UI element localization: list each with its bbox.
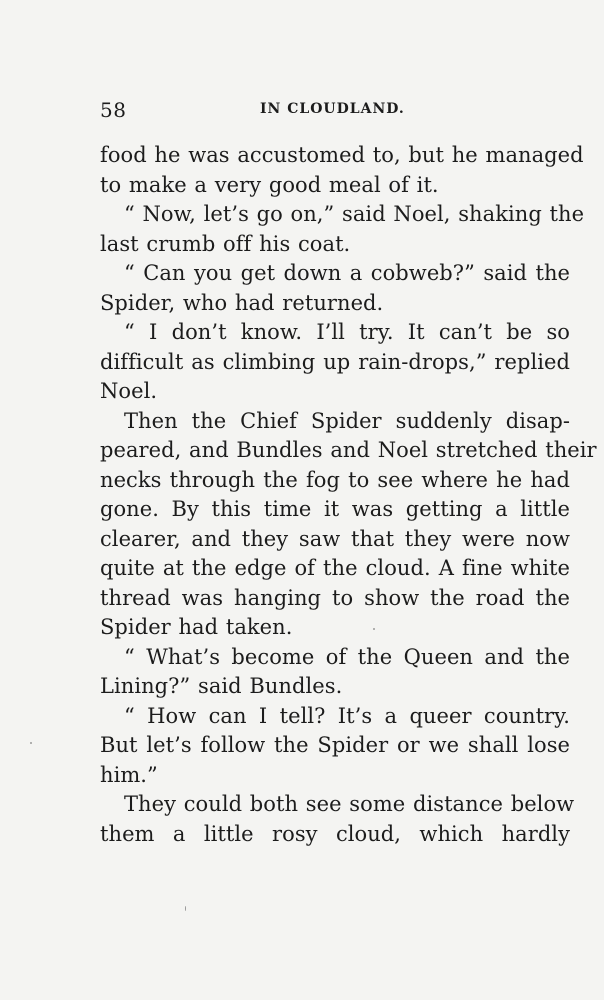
body-text <box>100 141 597 849</box>
text-line: to make a very good meal of it. <box>100 172 439 197</box>
text-line: quite at the edge of the cloud. A fine white <box>100 556 570 580</box>
text-line: last crumb off his coat. <box>100 231 351 256</box>
text-line: him.” <box>100 762 158 787</box>
text-line: peared, and Bundles and Noel stretched their <box>100 438 597 462</box>
paper-speck <box>185 906 186 911</box>
text-line: thread was hanging to show the road the <box>100 585 570 610</box>
text-line: clearer, and they saw that they were now <box>100 526 570 551</box>
text-line: Spider, who had returned. <box>100 290 384 315</box>
paper-speck <box>373 628 375 630</box>
text-line: Lining?” said Bundles. <box>100 674 343 698</box>
text-line: “ How can I tell? It’s a queer country. <box>124 703 570 728</box>
text-line: Noel. <box>100 379 158 403</box>
text-line: difficult as climbing up rain-drops,” replied <box>100 349 570 374</box>
text-line: “ What’s become of the Queen and the <box>124 644 570 669</box>
text-line: Then the Chief Spider suddenly disap- <box>124 408 570 433</box>
text-line: food he was accustomed to, but he managed <box>100 143 584 167</box>
paper-speck <box>30 742 32 744</box>
text-line: “ Can you get down a cobweb?” said the <box>124 261 570 285</box>
text-line: “ Now, let’s go on,” said Noel, shaking the <box>124 202 585 226</box>
text-line: But let’s follow the Spider or we shall lose <box>100 733 570 757</box>
text-line: gone. By this time it was getting a little <box>100 497 570 521</box>
running-head <box>100 98 570 128</box>
text-line: “ I don’t know. I’ll try. It can’t be so <box>124 320 570 344</box>
text-line: necks through the fog to see where he had <box>100 467 570 492</box>
running-title: IN CLOUDLAND. <box>260 101 405 117</box>
page-number: 58 <box>100 98 127 122</box>
text-line: them a little rosy cloud, which hardly <box>100 821 570 846</box>
text-line: Spider had taken. <box>100 615 293 639</box>
text-line: They could both see some distance below <box>124 792 575 816</box>
